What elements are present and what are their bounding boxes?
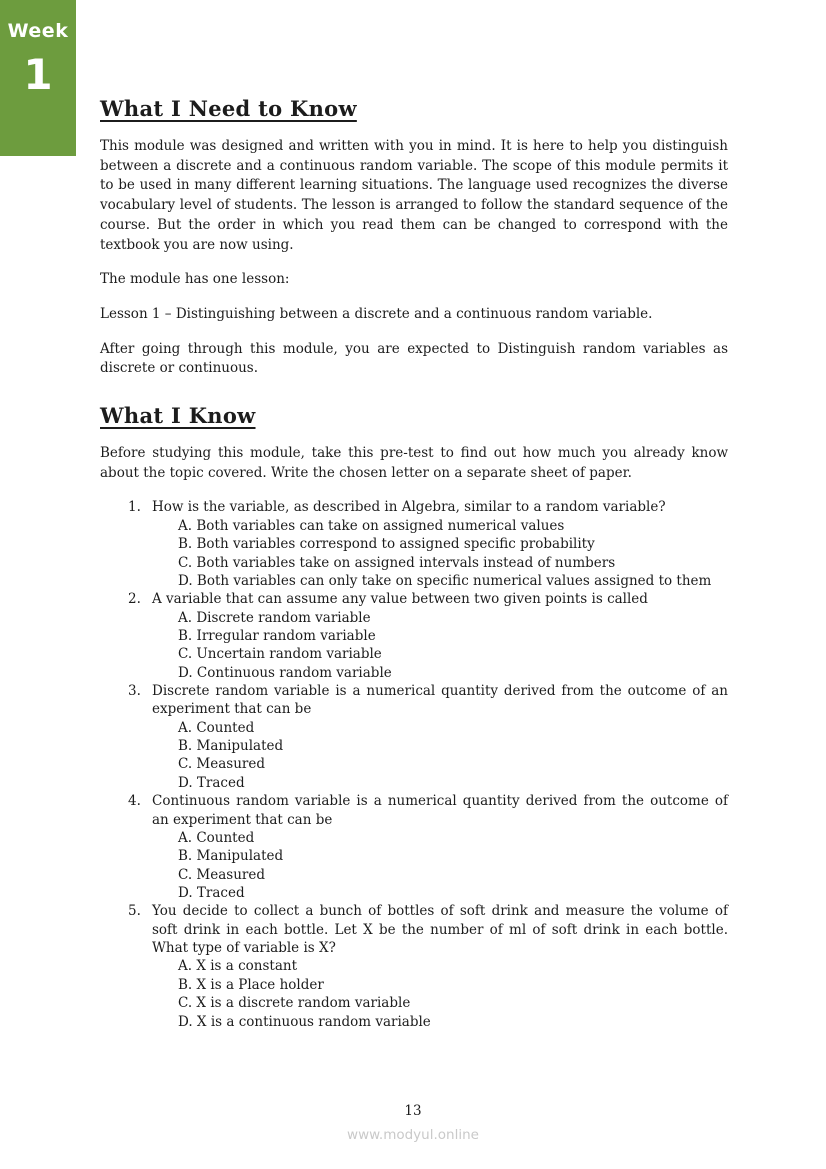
question-option: C. Uncertain random variable: [178, 646, 382, 663]
question-option: D. Continuous random variable: [178, 664, 392, 681]
question-option: C. Measured: [178, 756, 265, 773]
question-number: 3.: [128, 683, 141, 700]
question-text: You decide to collect a bunch of bottles of soft drink and measure the volume of soft drink in each bottle. Let X be the number of ml of soft drink in each bottle. What type of variable is X?: [152, 903, 728, 957]
question-option: B. Both variables correspond to assigned specific probability: [178, 536, 595, 553]
question-option: A. Counted: [178, 719, 255, 736]
question-option: D. Traced: [178, 774, 245, 791]
question-option: D. Traced: [178, 884, 245, 901]
question-option: C. X is a discrete random variable: [178, 995, 411, 1012]
question-number: 4.: [128, 793, 141, 810]
question-text: How is the variable, as described in Algebra, similar to a random variable?: [152, 499, 666, 516]
question-body: [152, 792, 728, 902]
question-text: Continuous random variable is a numerical quantity derived from the outcome of an experiment that can be: [152, 793, 728, 828]
paragraph-one-lesson: The module has one lesson:: [100, 271, 290, 288]
question-body: [152, 682, 728, 792]
question-body: [152, 902, 728, 1031]
question-text: A variable that can assume any value between two given points is called: [152, 591, 648, 608]
question-number: 1.: [128, 499, 141, 516]
page-number: 13: [404, 1103, 422, 1119]
section-title-what-i-know: What I Know: [100, 403, 256, 429]
paragraph-pretest-intro: Before studying this module, take this pre-test to find out how much you already know about the topic covered. Write the chosen letter on a separate sheet of paper.: [100, 445, 728, 481]
quiz-list: [100, 498, 728, 1030]
question-option: D. Both variables can only take on specific numerical values assigned to them: [178, 572, 712, 589]
quiz-question-5: [128, 902, 728, 1031]
week-tab-label: Week: [7, 20, 69, 42]
question-option: B. X is a Place holder: [178, 976, 324, 993]
week-tab: [0, 0, 76, 156]
quiz-question-4: [128, 792, 728, 902]
question-text: Discrete random variable is a numerical quantity derived from the outcome of an experiment that can be: [152, 683, 728, 718]
question-option: A. Counted: [178, 829, 255, 846]
question-option: A. Discrete random variable: [178, 609, 371, 626]
paragraph-expected-outcome: After going through this module, you are expected to Distinguish random variables as discrete or continuous.: [100, 340, 728, 377]
watermark-url: www.modyul.online: [347, 1127, 479, 1143]
paragraph-lesson-1: Lesson 1 – Distinguishing between a discrete and a continuous random variable.: [100, 305, 653, 322]
question-option: B. Irregular random variable: [178, 627, 376, 644]
question-number: 2.: [128, 591, 141, 608]
question-option: A. X is a constant: [178, 958, 298, 975]
question-number: 5.: [128, 903, 141, 920]
quiz-question-3: [128, 682, 728, 792]
question-option: C. Measured: [178, 866, 265, 883]
question-option: B. Manipulated: [178, 738, 284, 755]
question-option: B. Manipulated: [178, 848, 284, 865]
question-option: D. X is a continuous random variable: [178, 1013, 431, 1030]
paragraph-module-description: This module was designed and written with you in mind. It is here to help you distinguish between a discrete and a continuous random variable. The scope of this module permits it to be used in many different learning situations. The language used recognizes the diverse vocabulary level of students. The lesson is arranged to follow the standard sequence of the course. But the order in which you read them can be changed to correspond with the textbook you are now using.: [100, 138, 728, 253]
week-tab-number: 1: [23, 50, 53, 99]
question-option: A. Both variables can take on assigned numerical values: [178, 517, 565, 534]
question-body: [152, 590, 728, 682]
question-option: C. Both variables take on assigned intervals instead of numbers: [178, 554, 616, 571]
section-title-what-i-need-to-know: What I Need to Know: [100, 96, 357, 121]
page-content: [100, 96, 728, 1031]
quiz-question-2: [128, 590, 728, 682]
quiz-question-1: [128, 498, 728, 590]
question-body: [152, 498, 728, 590]
